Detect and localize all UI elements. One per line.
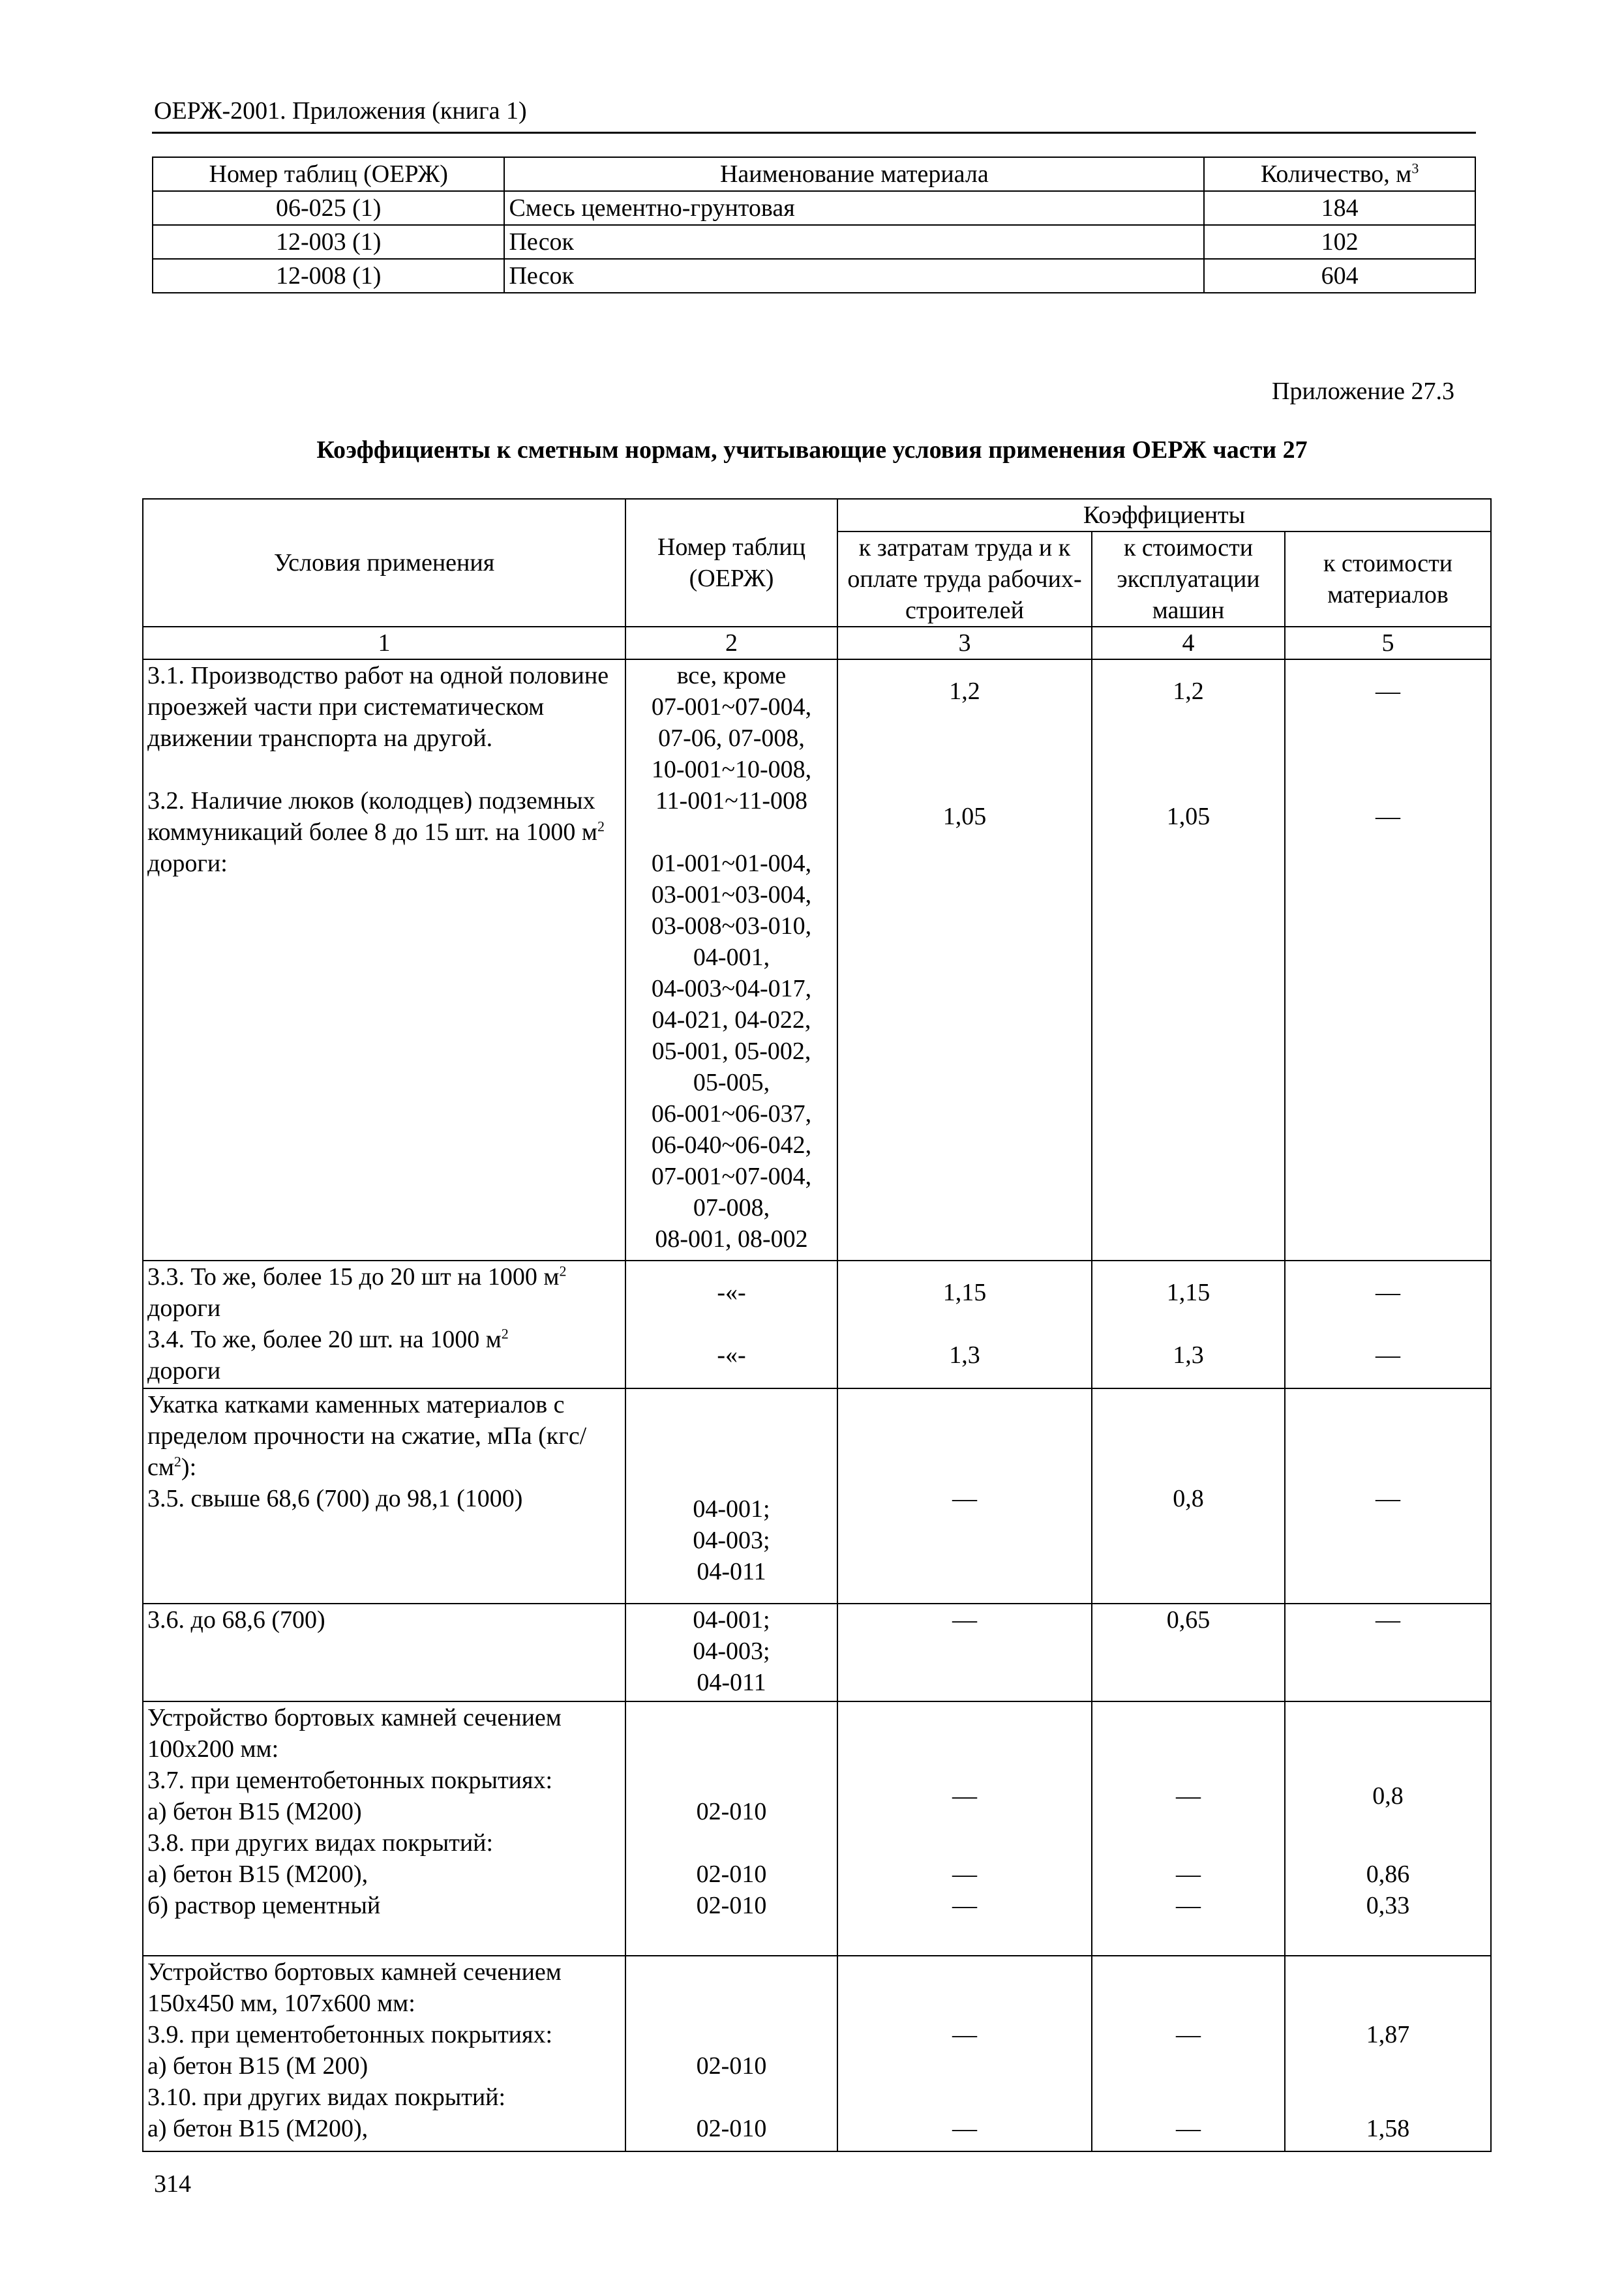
coef-value: 0,8 xyxy=(1372,1782,1404,1810)
table-number: 11-001~11-008 xyxy=(655,787,808,815)
coef-value: 1,58 xyxy=(1366,2115,1410,2142)
condition-3-6: 3.6. до 68,6 (700) xyxy=(147,1606,325,1634)
table-number: 02-010 xyxy=(696,1892,767,1919)
table-number: 05-001, 05-002, xyxy=(652,1038,811,1065)
table-number: 04-011 xyxy=(697,1558,766,1585)
header-rule xyxy=(152,132,1476,134)
cell-material: Смесь цементно-грунтовая xyxy=(504,191,1204,225)
table-number: 04-003; xyxy=(693,1638,770,1665)
condition-3-4-cont: дороги xyxy=(147,1357,221,1384)
header-quantity: Количество, $м^3$ xyxy=(1204,157,1475,191)
table-number: все, кроме xyxy=(676,662,787,689)
curb-size: 150х450 мм, 107х600 мм: xyxy=(147,1990,415,2017)
coef-value: — xyxy=(1176,2021,1201,2048)
curb-intro: Устройство бортовых камней сечением xyxy=(147,1958,562,1986)
machines-coef-cell xyxy=(1092,659,1285,1261)
materials-coef-cell xyxy=(1285,1956,1491,2151)
curb-size: 100х200 мм: xyxy=(147,1735,279,1763)
coef-value: — xyxy=(1176,1861,1201,1888)
coef-value: — xyxy=(1376,803,1400,830)
condition-cell xyxy=(143,1701,625,1956)
cell-material: Песок xyxy=(504,225,1204,259)
materials-coef-cell xyxy=(1285,1701,1491,1956)
coef-value: 1,3 xyxy=(1173,1341,1204,1369)
condition-cell xyxy=(143,1261,625,1388)
coef-value: — xyxy=(952,1606,977,1634)
materials-coef-cell xyxy=(1285,659,1491,1261)
coef-value: 0,86 xyxy=(1366,1861,1410,1888)
table-row xyxy=(143,1261,1491,1388)
coef-value: — xyxy=(952,2021,977,2048)
table-number: 08-001, 08-002 xyxy=(655,1225,808,1253)
table-numbers-cell xyxy=(625,1604,837,1701)
table-number: 02-010 xyxy=(696,1798,767,1825)
header-labor: к затратам труда и к оплате труда рабочих-строителей xyxy=(837,531,1092,627)
header-table-numbers: Номер таблиц (ОЕРЖ) xyxy=(625,499,837,627)
coef-value: — xyxy=(952,1861,977,1888)
header-materials: к стоимости материалов xyxy=(1285,531,1491,627)
condition-3-10a: а) бетон В15 (М200), xyxy=(147,2115,368,2142)
condition-3-3-cont: дороги xyxy=(147,1294,221,1322)
table-number: 02-010 xyxy=(696,2052,767,2080)
coef-value: 1,2 xyxy=(949,678,980,705)
header-material-name: Наименование материала xyxy=(504,157,1204,191)
table-number: 07-008, xyxy=(693,1194,770,1221)
col-num: 1 xyxy=(143,627,625,659)
labor-coef-cell xyxy=(837,1701,1092,1956)
condition-3-8a: а) бетон В15 (М200), xyxy=(147,1861,368,1888)
machines-coef-cell xyxy=(1092,1261,1285,1388)
coef-value: — xyxy=(1376,1485,1400,1512)
table-number: 06-001~06-037, xyxy=(651,1100,812,1128)
table-numbers-cell xyxy=(625,1701,837,1956)
table-number: 04-003~04-017, xyxy=(651,975,812,1002)
labor-coef-cell xyxy=(837,1604,1092,1701)
coef-value: — xyxy=(1376,1341,1400,1369)
cell-number: 12-008 (1) xyxy=(153,259,504,293)
coef-value: 1,15 xyxy=(942,1279,987,1306)
coef-value: 0,65 xyxy=(1166,1606,1210,1634)
coef-value: — xyxy=(1376,1279,1400,1306)
condition-3-8b: б) раствор цементный xyxy=(147,1892,381,1919)
table-number: 05-005, xyxy=(693,1069,770,1096)
condition-3-7: 3.7. при цементобетонных покрытиях: xyxy=(147,1767,553,1794)
coefficients-table xyxy=(142,498,1492,2152)
ditto-mark: -«- xyxy=(717,1341,746,1369)
labor-coef-cell xyxy=(837,1388,1092,1604)
coef-value: — xyxy=(1376,1606,1400,1634)
coef-value: 1,15 xyxy=(1166,1279,1210,1306)
coef-value: 1,3 xyxy=(949,1341,980,1369)
table-row xyxy=(143,1604,1491,1701)
cell-number: 12-003 (1) xyxy=(153,225,504,259)
table-numbers-cell xyxy=(625,1956,837,2151)
table-number: 06-040~06-042, xyxy=(651,1131,812,1159)
cell-number: 06-025 (1) xyxy=(153,191,504,225)
table-number: 04-003; xyxy=(693,1527,770,1554)
header-row-1 xyxy=(143,499,1491,531)
col-num: 5 xyxy=(1285,627,1491,659)
coef-value: 0,33 xyxy=(1366,1892,1410,1919)
table-number: 02-010 xyxy=(696,1861,767,1888)
table-row xyxy=(153,259,1475,293)
labor-coef-cell xyxy=(837,659,1092,1261)
table-number: 03-001~03-004, xyxy=(651,881,812,908)
coef-value: — xyxy=(952,1782,977,1810)
condition-3-9a: а) бетон В15 (М 200) xyxy=(147,2052,368,2080)
condition-cell xyxy=(143,1604,625,1701)
labor-coef-cell xyxy=(837,1956,1092,2151)
header-coefficients: Коэффициенты xyxy=(837,499,1491,531)
col-num: 4 xyxy=(1092,627,1285,659)
col-num: 3 xyxy=(837,627,1092,659)
coef-value: — xyxy=(952,1892,977,1919)
table-row xyxy=(153,191,1475,225)
coef-value: — xyxy=(952,1485,977,1512)
running-head: ОЕРЖ-2001. Приложения (книга 1) xyxy=(154,97,527,125)
table-number: 04-001, xyxy=(693,944,770,971)
table-numbers-cell xyxy=(625,1388,837,1604)
coef-value: — xyxy=(1176,1892,1201,1919)
materials-table xyxy=(152,157,1476,293)
table-header-row xyxy=(153,157,1475,191)
materials-coef-cell xyxy=(1285,1261,1491,1388)
table-number: 07-06, 07-008, xyxy=(658,725,805,752)
coef-value: — xyxy=(1376,678,1400,705)
condition-3-5: 3.5. свыше 68,6 (700) до 98,1 (1000) xyxy=(147,1485,523,1512)
cell-quantity: 102 xyxy=(1204,225,1475,259)
col-num: 2 xyxy=(625,627,837,659)
table-row xyxy=(143,1956,1491,2151)
page-title: Коэффициенты к сметным нормам, учитывающие условия применения ОЕРЖ части 27 xyxy=(316,436,1308,464)
coef-value: 1,05 xyxy=(1166,803,1210,830)
table-number: 04-001; xyxy=(693,1495,770,1523)
coef-value: 1,05 xyxy=(942,803,987,830)
coef-value: — xyxy=(1176,2115,1201,2142)
table-numbers-cell xyxy=(625,1261,837,1388)
condition-3-3: 3.3. То же, более 15 до 20 шт на 1000 $м^2$ xyxy=(147,1263,567,1291)
table-number: 02-010 xyxy=(696,2115,767,2142)
ditto-mark: -«- xyxy=(717,1279,746,1306)
header-table-number: Номер таблиц (ОЕРЖ) xyxy=(153,157,504,191)
header-conditions: Условия применения xyxy=(143,499,625,627)
table-number: 01-001~01-004, xyxy=(651,850,812,877)
header-machines: к стоимости эксплуатации машин xyxy=(1092,531,1285,627)
table-number: 04-021, 04-022, xyxy=(652,1006,811,1034)
condition-cell xyxy=(143,1956,625,2151)
coef-value: — xyxy=(952,2115,977,2142)
table-row xyxy=(143,659,1491,1261)
machines-coef-cell xyxy=(1092,1604,1285,1701)
coef-value: 1,2 xyxy=(1173,678,1204,705)
coef-value: 1,87 xyxy=(1366,2021,1410,2048)
labor-coef-cell xyxy=(837,1261,1092,1388)
table-row xyxy=(143,1701,1491,1956)
coef-value: 0,8 xyxy=(1173,1485,1204,1512)
condition-3-10: 3.10. при других видах покрытий: xyxy=(147,2084,506,2111)
table-number: 04-001; xyxy=(693,1606,770,1634)
materials-coef-cell xyxy=(1285,1388,1491,1604)
condition-cell xyxy=(143,659,625,1261)
rolling-intro: Укатка катками каменных материалов с пределом прочности на сжатие, мПа $(кгс/см^2)$: xyxy=(147,1391,587,1481)
cell-material: Песок xyxy=(504,259,1204,293)
materials-coef-cell xyxy=(1285,1604,1491,1701)
condition-3-8: 3.8. при других видах покрытий: xyxy=(147,1829,494,1857)
table-numbers-cell xyxy=(625,659,837,1261)
table-number: 03-008~03-010, xyxy=(651,912,812,940)
condition-3-2: 3.2. Наличие люков (колодцев) подземных коммуникаций более 8 до 15 шт. на 1000 $м^2$ дороги: xyxy=(147,787,605,877)
coef-value: — xyxy=(1176,1782,1201,1810)
table-number: 10-001~10-008, xyxy=(651,756,812,783)
machines-coef-cell xyxy=(1092,1701,1285,1956)
condition-3-7a: а) бетон В15 (М200) xyxy=(147,1798,362,1825)
machines-coef-cell xyxy=(1092,1956,1285,2151)
machines-coef-cell xyxy=(1092,1388,1285,1604)
table-number: 04-011 xyxy=(697,1669,766,1696)
condition-cell xyxy=(143,1388,625,1604)
condition-3-9: 3.9. при цементобетонных покрытиях: xyxy=(147,2021,553,2048)
column-number-row xyxy=(143,627,1491,659)
curb-intro: Устройство бортовых камней сечением xyxy=(147,1704,562,1731)
appendix-label: Приложение 27.3 xyxy=(1272,378,1454,405)
table-number: 07-001~07-004, xyxy=(651,693,812,721)
cell-quantity: 604 xyxy=(1204,259,1475,293)
cell-quantity: 184 xyxy=(1204,191,1475,225)
page-number: 314 xyxy=(154,2170,191,2198)
table-number: 07-001~07-004, xyxy=(651,1163,812,1190)
condition-3-4: 3.4. То же, более 20 шт. на 1000 $м^2$ xyxy=(147,1325,509,1353)
table-row xyxy=(143,1388,1491,1604)
table-row xyxy=(153,225,1475,259)
condition-3-1: 3.1. Производство работ на одной половине проезжей части при систематическом движении транспорта на другой. xyxy=(147,662,609,752)
